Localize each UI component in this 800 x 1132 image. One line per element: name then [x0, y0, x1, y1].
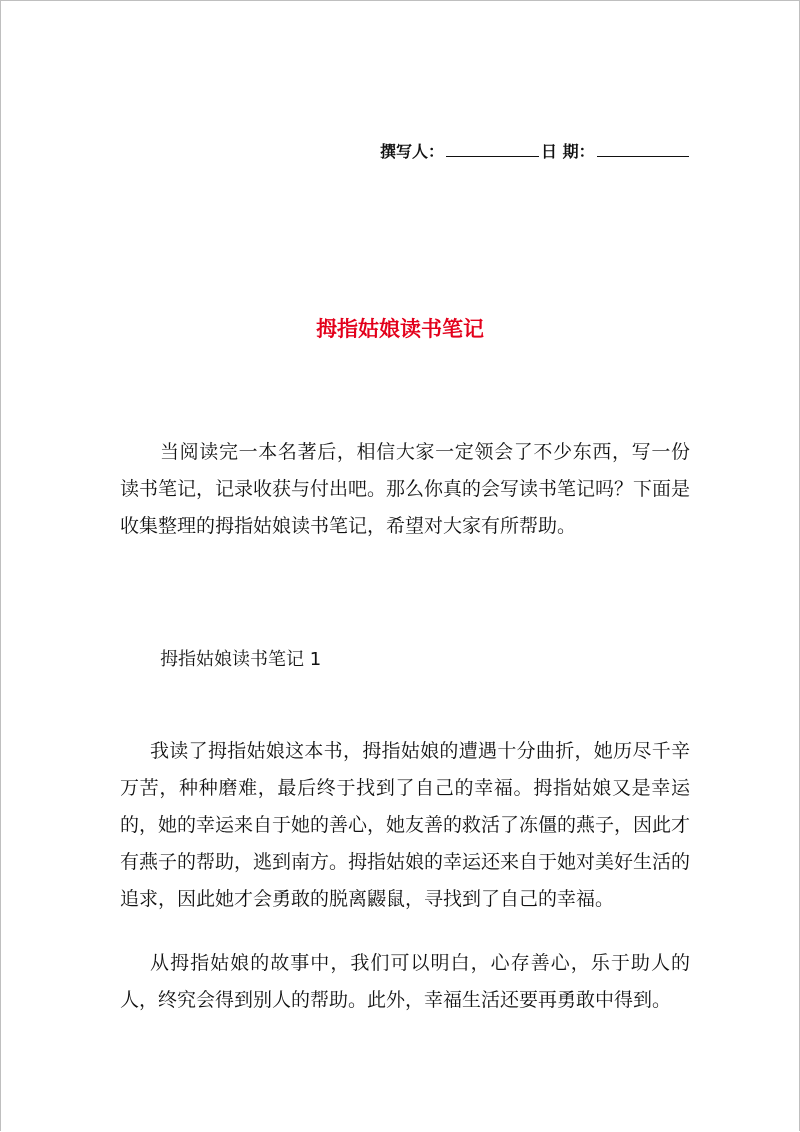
intro-paragraph: 当阅读完一本名著后，相信大家一定领会了不少东西，写一份读书笔记，记录收获与付出吧。那么你真的会写读书笔记吗？下面是收集整理的拇指姑娘读书笔记，希望对大家有所帮助。: [120, 441, 691, 537]
date-blank: [597, 142, 689, 157]
date-label: 日 期：: [541, 142, 595, 161]
body-paragraph: 我读了拇指姑娘这本书，拇指姑娘的遭遇十分曲折，她历尽千辛万苦，种种磨难，最后终于找到了自己的幸福。拇指姑娘又是幸运的，她的幸运来自于她的善心，她友善的救活了冻僵的燕子，因此才有燕子的帮助，逃到南方。拇指姑娘的幸运还来自于她对美好生活的追求，因此她才会勇敢的脱离鼹鼠，寻找到了自己的幸福。: [120, 740, 691, 910]
document-title: 拇指姑娘读书笔记: [316, 316, 484, 341]
author-blank: [446, 142, 539, 157]
body-paragraph: 从拇指姑娘的故事中，我们可以明白，心存善心，乐于助人的人，终究会得到别人的帮助。此外，幸福生活还要再勇敢中得到。: [120, 952, 690, 1011]
section-heading: 拇指姑娘读书笔记 1: [160, 649, 322, 670]
author-label: 撰写人：: [380, 142, 445, 161]
author-date-line: [380, 139, 689, 162]
